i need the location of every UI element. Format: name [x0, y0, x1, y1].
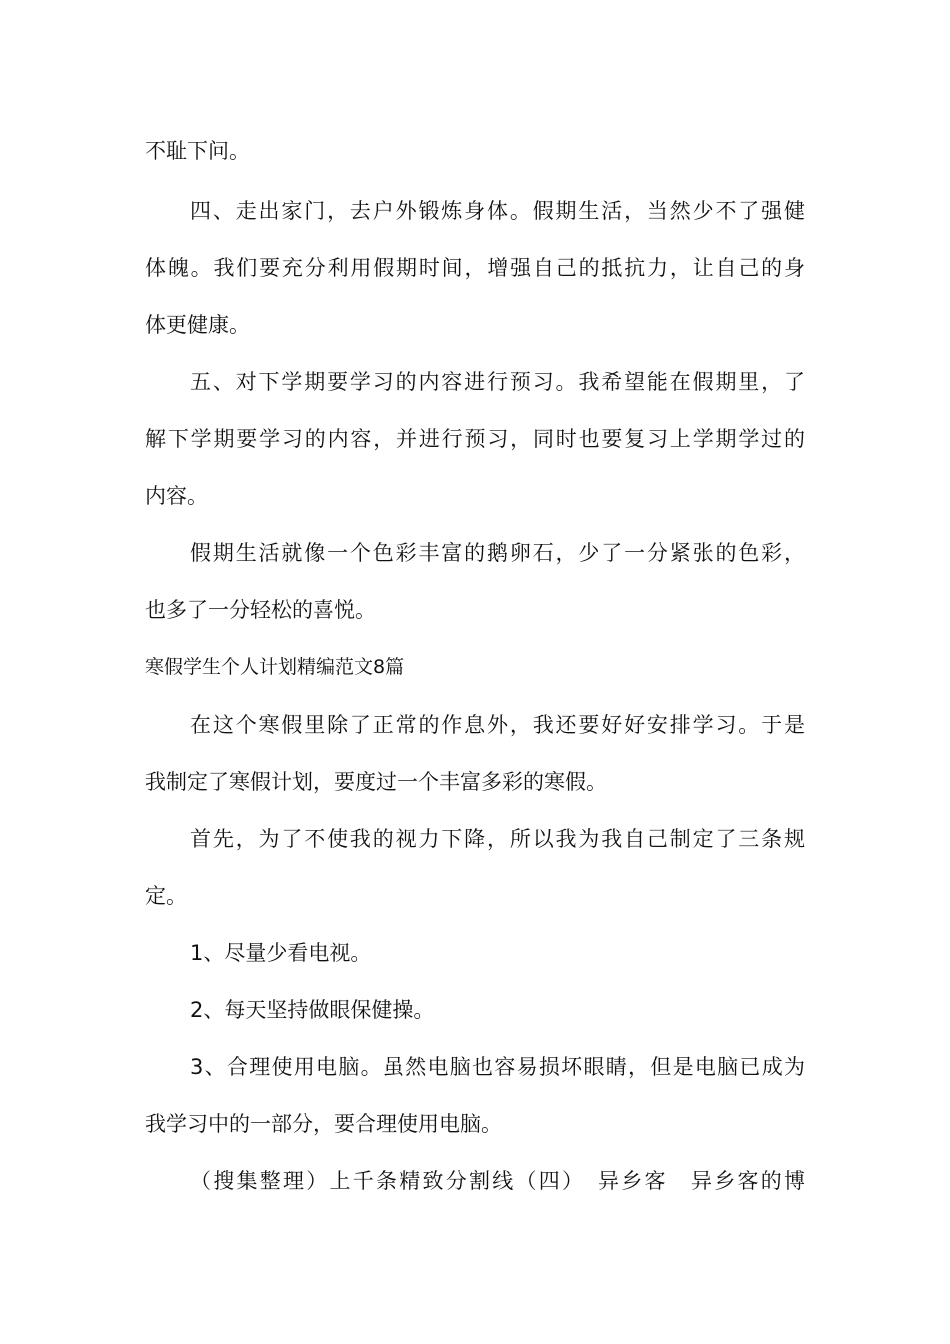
paragraph-line: 也多了一分轻松的喜悦。	[145, 598, 376, 622]
list-item: 3、合理使用电脑。虽然电脑也容易损坏眼睛，但是电脑已成为	[190, 1055, 805, 1079]
paragraph-line: 四、走出家门，去户外锻炼身体。假期生活，当然少不了强健	[190, 199, 805, 223]
list-item: 1、尽量少看电视。	[190, 941, 372, 965]
paragraph-line: 首先，为了不使我的视力下降，所以我为我自己制定了三条规	[190, 827, 805, 851]
paragraph-line: 在这个寒假里除了正常的作息外，我还要好好安排学习。于是	[190, 713, 805, 737]
paragraph-line: 内容。	[145, 484, 208, 508]
paragraph-line: 不耻下问。	[145, 139, 250, 163]
paragraph-line: 我学习中的一部分，要合理使用电脑。	[145, 1112, 502, 1136]
list-item: 2、每天坚持做眼保健操。	[190, 998, 435, 1022]
paragraph-line: 解下学期要学习的内容，并进行预习，同时也要复习上学期学过的	[145, 427, 805, 451]
paragraph-line: 我制定了寒假计划，要度过一个丰富多彩的寒假。	[145, 770, 607, 794]
paragraph-line: （搜集整理）上千条精致分割线（四） 异乡客 异乡客的博	[190, 1169, 805, 1193]
paragraph-line: 体魄。我们要充分利用假期时间，增强自己的抵抗力，让自己的身	[145, 256, 805, 280]
section-heading: 寒假学生个人计划精编范文8篇	[145, 656, 405, 678]
paragraph-line: 体更健康。	[145, 313, 250, 337]
paragraph-line: 五、对下学期要学习的内容进行预习。我希望能在假期里，了	[190, 370, 805, 394]
paragraph-line: 定。	[145, 884, 187, 908]
paragraph-line: 假期生活就像一个色彩丰富的鹅卵石，少了一分紧张的色彩，	[190, 541, 805, 565]
